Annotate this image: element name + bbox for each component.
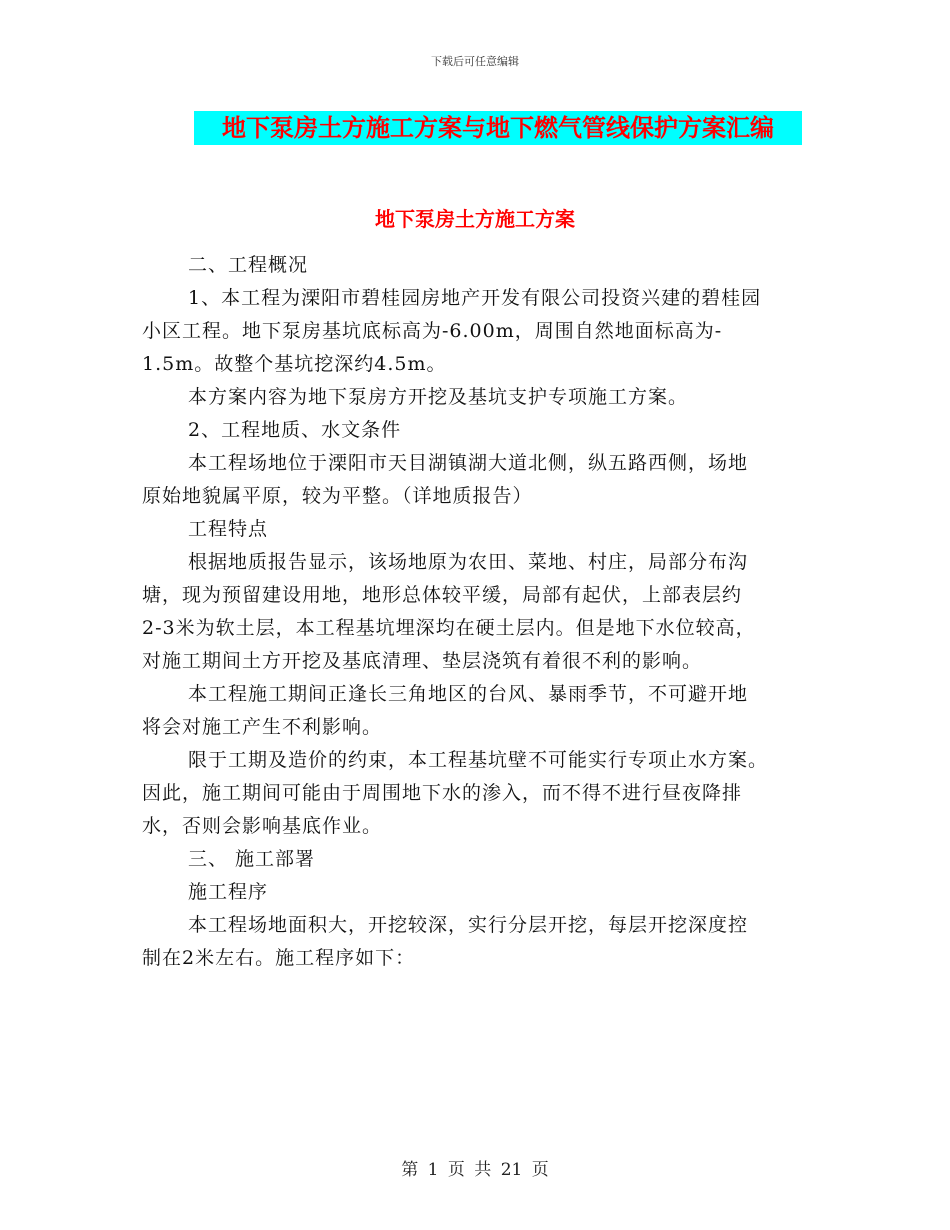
paragraph-line: 1.5m。故整个基坑挖深约4.5m。 xyxy=(142,353,447,375)
paragraph-line: 水，否则会影响基底作业。 xyxy=(142,815,383,837)
header-note: 下载后可任意编辑 xyxy=(431,55,519,68)
document-body xyxy=(142,249,808,975)
heading-procedure: 施工程序 xyxy=(188,881,269,903)
section-title: 地下泵房土方施工方案 xyxy=(375,207,575,231)
paragraph-line: 小区工程。地下泵房基坑底标高为-6.00m，周围自然地面标高为- xyxy=(142,320,723,342)
paragraph-line: 2-3米为软土层，本工程基坑埋深均在硬土层内。但是地下水位较高， xyxy=(142,617,756,639)
document-title: 地下泵房土方施工方案与地下燃气管线保护方案汇编 xyxy=(222,114,774,142)
heading-project-overview: 二、工程概况 xyxy=(188,254,309,276)
paragraph-line: 因此，施工期间可能由于周围地下水的渗入，而不得不进行昼夜降排 xyxy=(142,782,743,804)
paragraph-line: 本工程施工期间正逢长三角地区的台风、暴雨季节，不可避开地 xyxy=(188,683,749,705)
document-title-highlight xyxy=(194,111,802,145)
paragraph-line: 限于工期及造价的约束，本工程基坑壁不可能实行专项止水方案。 xyxy=(188,749,769,771)
heading-deployment: 三、 施工部署 xyxy=(188,848,316,870)
paragraph-line: 1、本工程为溧阳市碧桂园房地产开发有限公司投资兴建的碧桂园 xyxy=(188,287,762,309)
heading-geology: 2、工程地质、水文条件 xyxy=(188,419,402,441)
paragraph-line: 本工程场地面积大，开挖较深，实行分层开挖，每层开挖深度控 xyxy=(188,914,749,936)
paragraph-line: 将会对施工产生不利影响。 xyxy=(142,716,383,738)
paragraph-line: 塘，现为预留建设用地，地形总体较平缓，局部有起伏，上部表层约 xyxy=(142,584,743,606)
paragraph-line: 对施工期间土方开挖及基底清理、垫层浇筑有着很不利的影响。 xyxy=(142,650,703,672)
paragraph-line: 原始地貌属平原，较为平整。（详地质报告） xyxy=(142,485,533,507)
page-footer: 第 1 页 共 21 页 xyxy=(401,1160,549,1180)
paragraph-line: 根据地质报告显示，该场地原为农田、菜地、村庄，局部分布沟 xyxy=(188,551,749,573)
heading-features: 工程特点 xyxy=(188,518,269,540)
paragraph-line: 本工程场地位于溧阳市天目湖镇湖大道北侧，纵五路西侧，场地 xyxy=(188,452,749,474)
paragraph-line: 制在2米左右。施工程序如下： xyxy=(142,947,416,969)
paragraph-line: 本方案内容为地下泵房方开挖及基坑支护专项施工方案。 xyxy=(188,386,689,408)
